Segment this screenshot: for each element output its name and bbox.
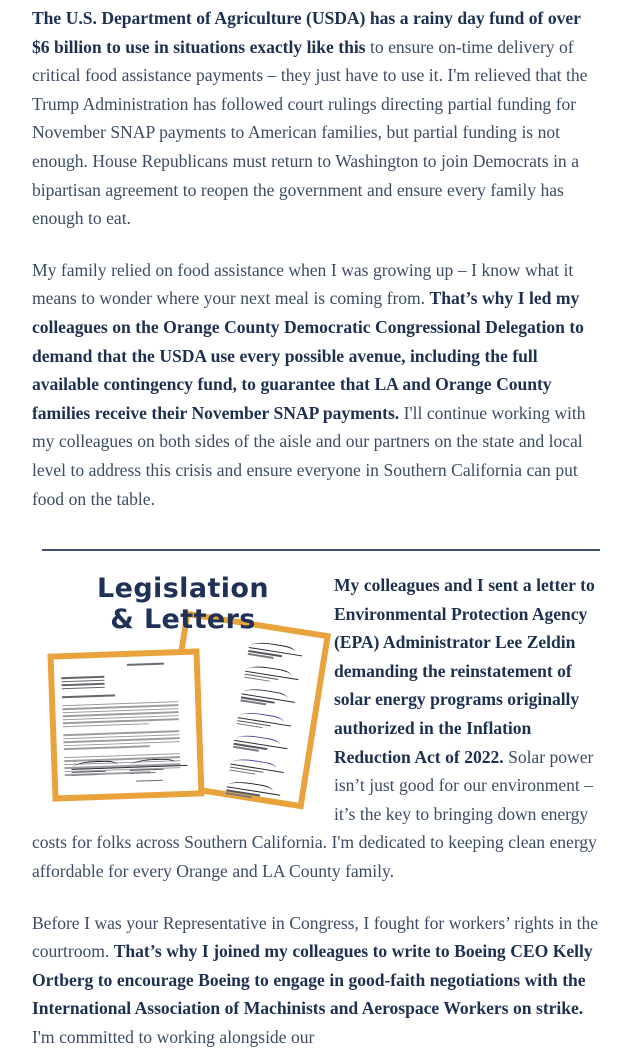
section-divider-wrap (32, 549, 600, 569)
signature-entry (226, 779, 287, 803)
section-divider (42, 549, 600, 551)
paragraph-bold-run: That’s why I joined my colleagues to write to Boeing CEO Kelly Ortberg to encourage Boeing to engage in good-faith negotiations with the International Association of Machinists and Aerospace Workers on strike. (32, 941, 593, 1019)
signature-icon (129, 757, 187, 767)
paragraph-text-run: to ensure on-time delivery of critical food assistance payments – they just have to use it. I'm relieved that the Trump Administration has followed court rulings directing partial funding for November SNAP payments to American families, but partial funding is not enough. House Republicans must return to Washington to join Democrats in a bipartisan agreement to reopen the government and ensure every family has enough to eat. (32, 36, 588, 229)
signature-entry (248, 640, 309, 664)
paragraph-text-run: I'm committed to working alongside our (32, 1027, 315, 1047)
signature-title-line (130, 772, 156, 774)
paragraph-text-run: I'll continue working with my colleagues on both sides of the aisle and our partners on the state and local level to address this crisis and ensure everyone in Southern California can put food on the table. (32, 402, 586, 509)
signature-entry (244, 663, 305, 687)
paragraph-bold-run: The U.S. Department of Agriculture (USDA) has a rainy day fund of over $6 billion to use in situations exactly like this (32, 8, 581, 57)
letter-salutation (62, 692, 188, 698)
letter-date-line (126, 663, 164, 666)
letter-signature-row (71, 758, 184, 785)
paragraph-family-food-assistance (32, 256, 600, 513)
letter-address-block (61, 673, 187, 689)
paragraph-boeing-machinists-letter (32, 909, 600, 1052)
paragraph-text-run: Before I was your Representative in Congress, I fought for workers’ rights in the courtroom. (32, 912, 598, 962)
letter-body-page-content (61, 660, 191, 790)
figure-and-text-block (32, 571, 600, 1052)
legislation-title-line-2: & Letters (110, 604, 256, 636)
paragraph-usda-rainy-day-fund (32, 0, 600, 233)
signature-icon (71, 760, 129, 770)
legislation-and-letters-figure (42, 573, 318, 811)
letter-body-page (47, 648, 204, 801)
legislation-title-line-1: Legislation (97, 573, 269, 605)
paragraph-text-run: Solar power isn’t just good for our environment – it’s the key to bringing down energy costs for folks across Southern California. I'm dedicated to keeping clean energy affordable for every Orange and LA County family. (32, 746, 597, 882)
signature-entry (129, 757, 187, 774)
signature-entry (71, 760, 129, 777)
signature-title-line (72, 774, 98, 776)
signature-entry (240, 687, 301, 711)
legislation-figure-title (52, 573, 314, 635)
letter-paragraph (63, 730, 189, 750)
paragraph-text-run: My family relied on food assistance when I was growing up – I know what it means to wonder where your next meal is coming from. (32, 259, 574, 309)
signature-entry (229, 756, 290, 780)
paragraph-bold-run: That’s why I led my colleagues on the Orange County Democratic Congressional Delegation to demand that the USDA use every possible avenue, including the full available contingency fund, to guarantee that LA and Orange County families receive their November SNAP payments. (32, 288, 584, 423)
signature-entry (233, 733, 294, 757)
signature-name-line (72, 770, 106, 773)
signature-name-line (130, 768, 164, 771)
paragraph-bold-run: My colleagues and I sent a letter to Environmental Protection Agency (EPA) Administrator Lee Zeldin demanding the reinstatement of solar energy programs originally authorized in the Inflation Reduction Act of 2022. (334, 575, 595, 767)
letter-paragraph (62, 700, 189, 727)
signature-entry (237, 710, 298, 734)
